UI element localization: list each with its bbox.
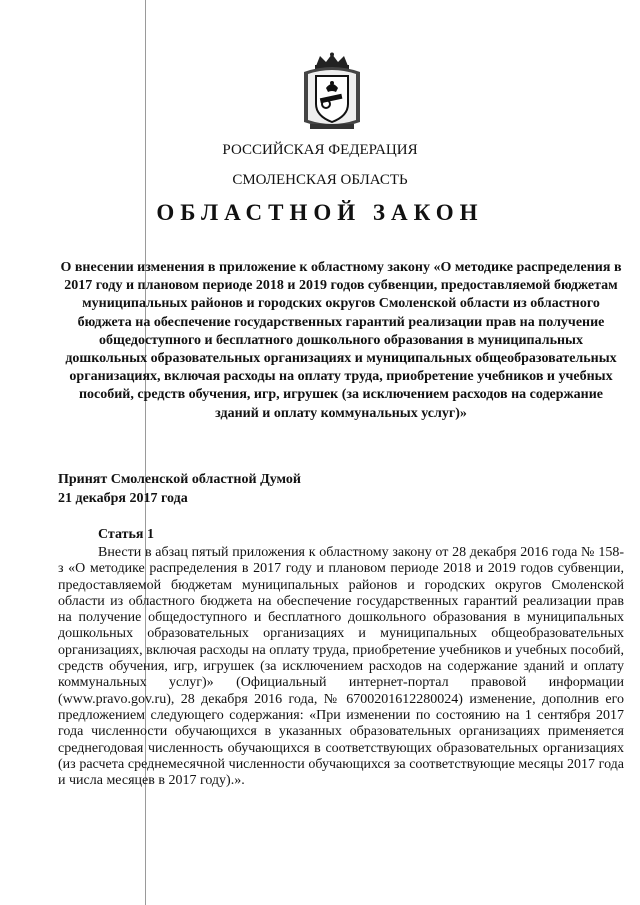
- adoption-date: 21 декабря 2017 года: [58, 491, 188, 506]
- document-type-title: ОБЛАСТНОЙ ЗАКОН: [156, 200, 484, 225]
- adoption-body: Принят Смоленской областной Думой: [58, 472, 301, 487]
- adoption-block: [58, 470, 301, 508]
- law-title: О внесении изменения в приложение к областному закону «О методике распределения в 2017 году и плановом периоде 2018 и 2019 годов субвенции, предоставляемой бюджетам муниципальных районов и городских округов Смоленской области из областного бюджета на обеспечение государственных гарантий реализации прав на получение общедоступного и бесплатного дошкольного образования в муниципальных дошкольных образовательных организациях и муниципальных общеобразовательных организациях, включая расходы на оплату труда, приобретение учебников и учебных пособий, средств обучения, игр, игрушек (за исключением расходов на содержание зданий и оплату коммунальных услуг)»: [60, 260, 622, 421]
- article-heading: Статья 1: [98, 527, 154, 542]
- coat-of-arms-icon: [296, 52, 368, 134]
- region-heading: СМОЛЕНСКАЯ ОБЛАСТЬ: [232, 172, 408, 188]
- federation-heading: РОССИЙСКАЯ ФЕДЕРАЦИЯ: [222, 142, 418, 158]
- article-text: Внести в абзац пятый приложения к областному закону от 28 декабря 2016 года № 158-з «О методике распределения в 2017 году и плановом периоде 2018 и 2019 годов субвенции, предоставляемой бюджетам муниципальных районов и городских округов Смоленской области из областного бюджета на обеспечение государственных гарантий реализации прав на получение общедоступного и бесплатного дошкольного образования в муниципальных дошкольных образовательных организациях и муниципальных общеобразовательных организациях, включая расходы на оплату труда, приобретение учебников и учебных пособий, средств обучения, игр, игрушек (за исключением расходов на содержание зданий и оплату коммунальных услуг)» (Официальный интернет-портал правовой информации (www.pravo.gov.ru), 28 декабря 2016 года, № 6700201612280024) изменение, дополнив его предложением следующего содержания: «При изменении по состоянию на 1 сентября 2017 года численности обучающихся в указанных образовательных организациях применяется среднегодовая численность обучающихся в соответствующих образовательных организациях (из расчета среднемесячной численности обучающихся за соответствующие месяцы 2017 года и числа месяцев в 2017 году).».: [58, 545, 624, 789]
